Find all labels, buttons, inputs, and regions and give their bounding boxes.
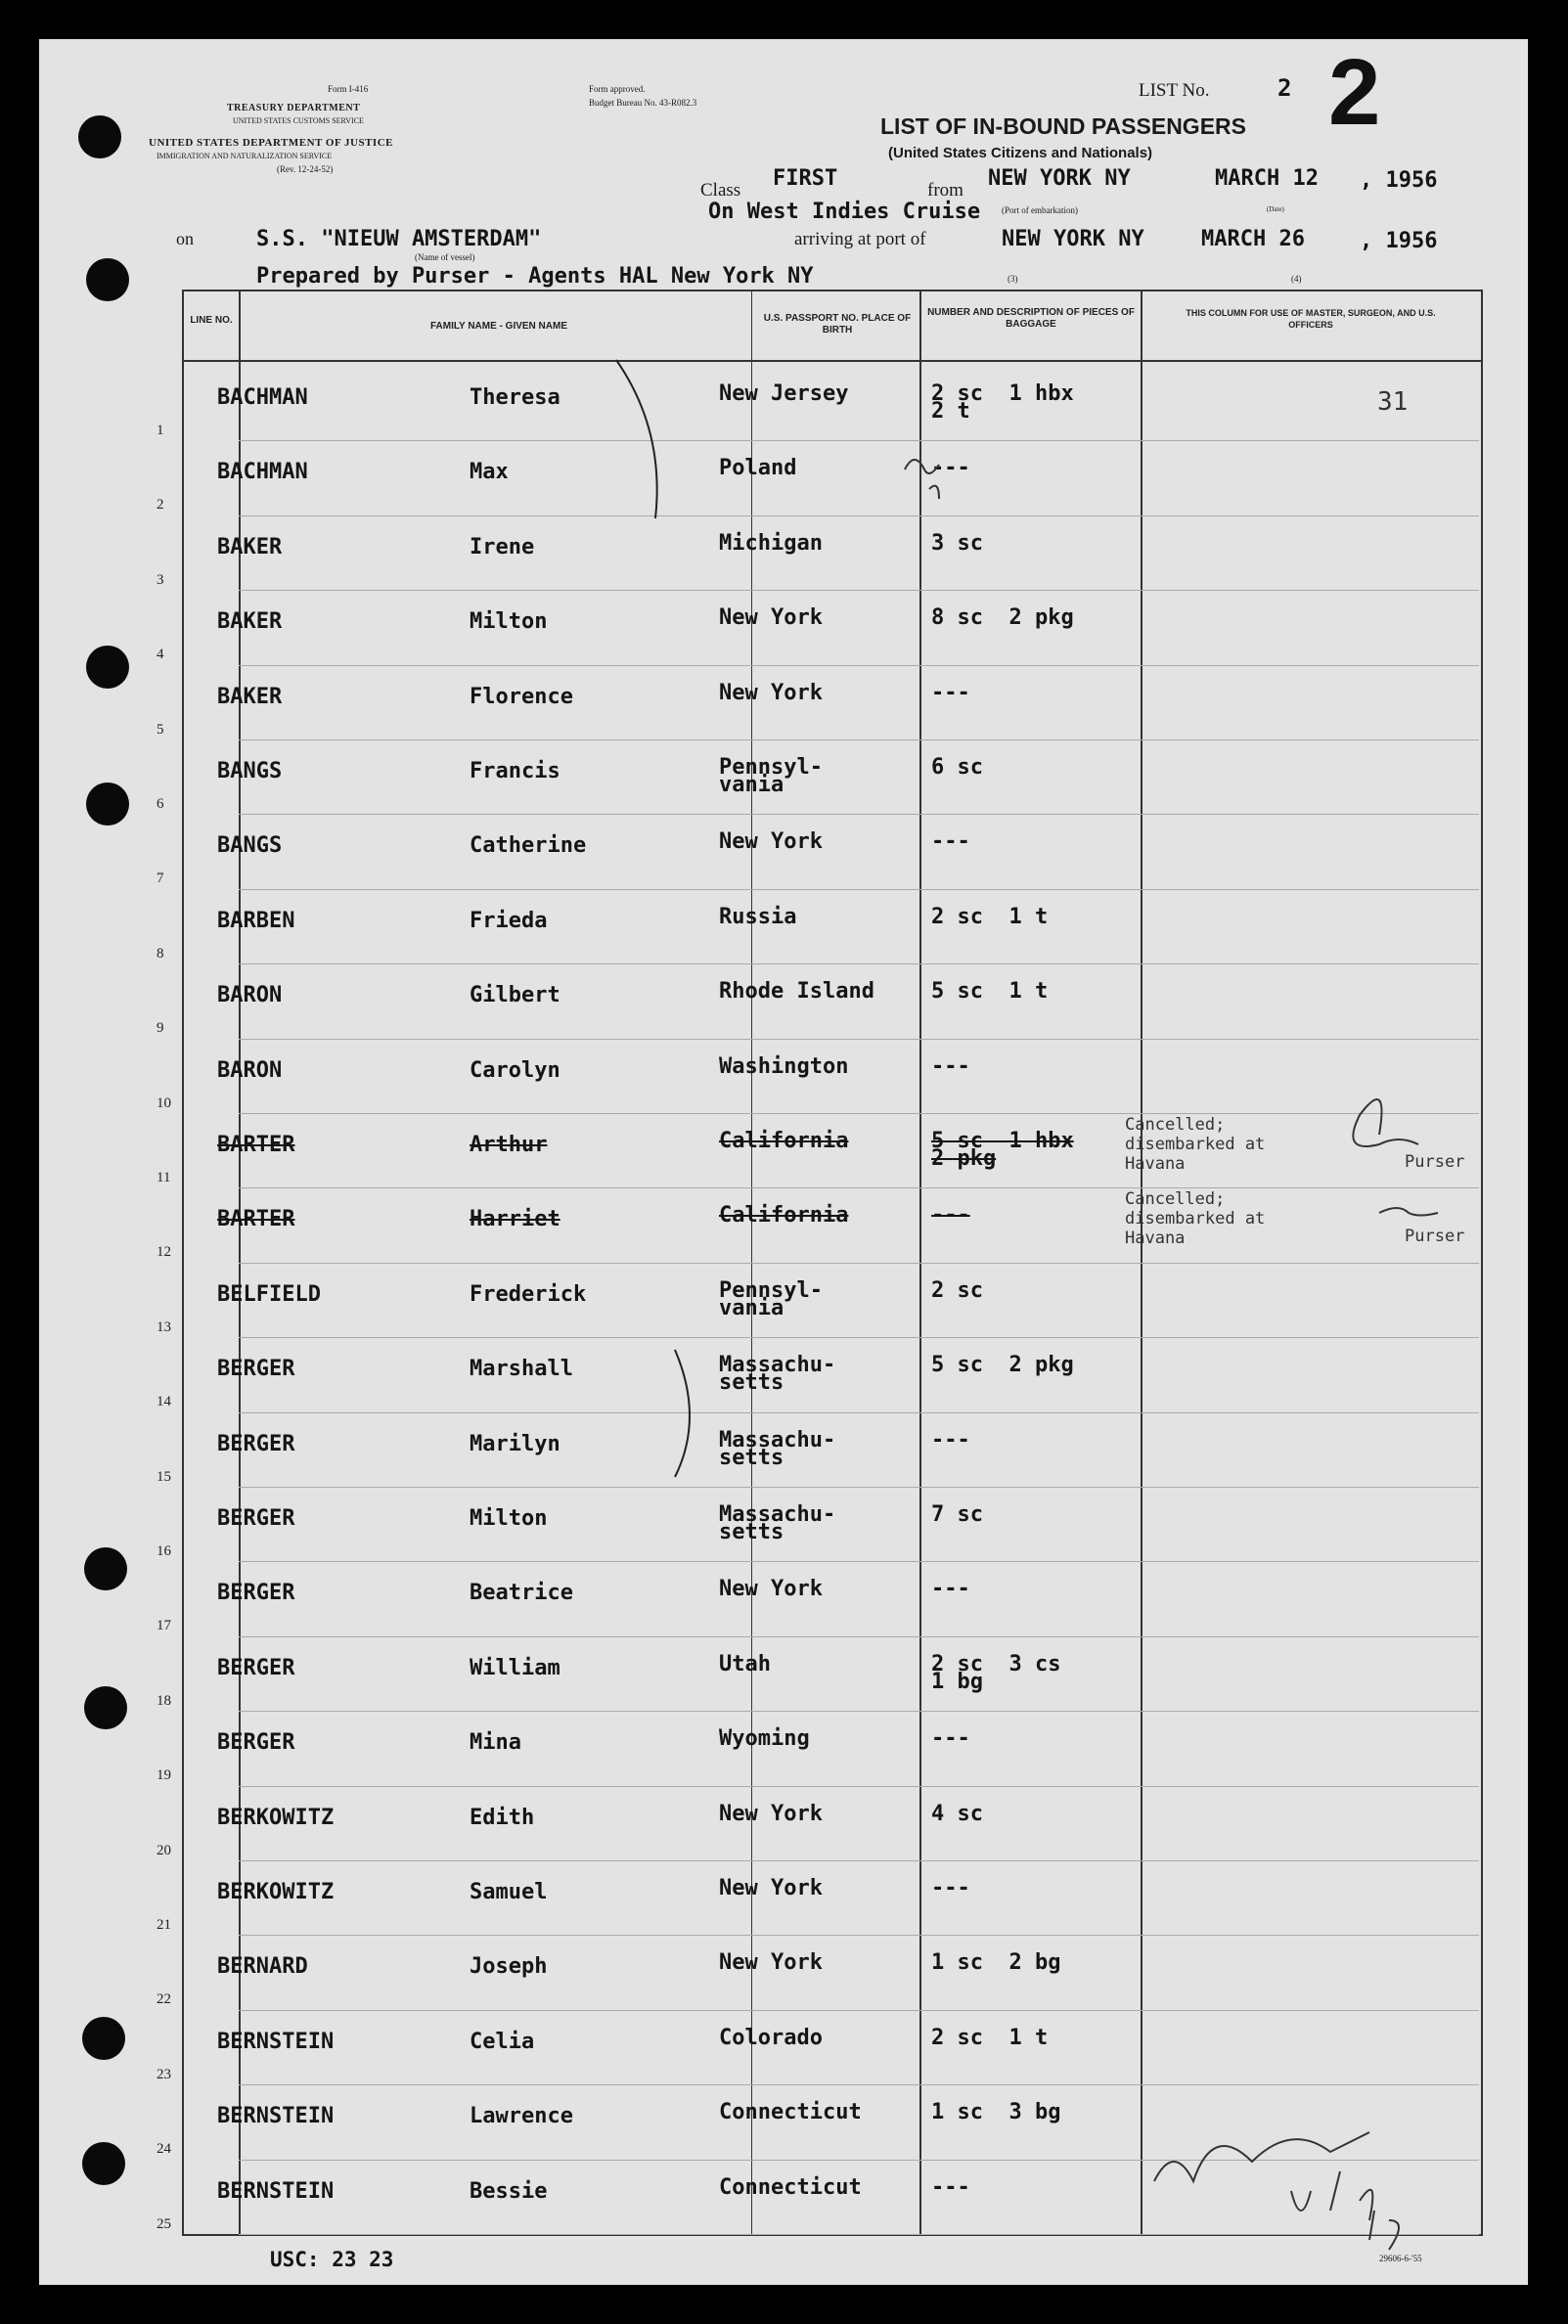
place-of-birth: California — [719, 1129, 849, 1153]
line-number: 11 — [157, 1170, 171, 1185]
line-number: 19 — [157, 1767, 171, 1784]
line-number: 7 — [157, 871, 164, 887]
place-of-birth: New York — [719, 1876, 823, 1900]
line-number: 3 — [157, 571, 164, 588]
baggage: 2 sc 1 t — [931, 2025, 1049, 2050]
given-name: Max — [470, 460, 509, 485]
officer-remark: Cancelled; disembarked at Havana — [1125, 1189, 1266, 1249]
family-name: BACHMAN — [217, 385, 308, 410]
line-number: 1 — [157, 423, 164, 438]
port-embark-label: (Port of embarkation) — [1002, 205, 1078, 215]
given-name: Lawrence — [470, 2104, 573, 2129]
place-of-birth: New York — [719, 680, 823, 705]
family-name: BERKOWITZ — [217, 1805, 335, 1830]
place-of-birth: Connecticut — [719, 2100, 862, 2125]
baggage: 5 sc 1 t — [931, 979, 1049, 1005]
baggage: --- — [931, 1203, 970, 1229]
justice-dept: UNITED STATES DEPARTMENT OF JUSTICE — [149, 137, 393, 149]
family-name: BERGER — [217, 1506, 295, 1531]
line-number: 9 — [157, 1020, 164, 1037]
line-number: 22 — [157, 1991, 171, 2008]
form-approved: Form approved. — [589, 84, 646, 94]
baggage: 2 sc 3 cs 1 bg — [931, 1651, 1061, 1694]
family-name: BAKER — [217, 684, 283, 709]
place-of-birth: Connecticut — [719, 2174, 862, 2200]
line-number: 12 — [157, 1244, 171, 1261]
baggage: 4 sc — [931, 1801, 983, 1826]
line-number: 5 — [157, 721, 164, 737]
line-number: 15 — [157, 1468, 171, 1485]
list-label: LIST No. — [1139, 80, 1210, 101]
baggage: 2 sc — [931, 1277, 983, 1303]
baggage: --- — [931, 1053, 970, 1079]
class-value: FIRST — [773, 166, 838, 191]
given-name: Samuel — [470, 1880, 548, 1904]
place-of-birth: Poland — [719, 456, 797, 481]
col-header-officers: THIS COLUMN FOR USE OF MASTER, SURGEON, AND U.S. OFFICERS — [1186, 308, 1436, 330]
family-name: BERGER — [217, 1431, 295, 1456]
place-of-birth: Colorado — [719, 2025, 823, 2050]
place-of-birth: Michigan — [719, 530, 823, 556]
place-of-birth: Pennsyl- vania — [719, 1277, 823, 1320]
page-subtitle: (United States Citizens and Nationals) — [888, 145, 1153, 161]
line-number: 13 — [157, 1318, 171, 1335]
place-of-birth: Utah — [719, 1651, 771, 1676]
given-name: Carolyn — [470, 1057, 560, 1083]
given-name: Celia — [470, 2029, 535, 2054]
arrival-port: NEW YORK NY — [1002, 227, 1144, 251]
family-name: BAKER — [217, 609, 283, 635]
family-name: BARBEN — [217, 908, 295, 933]
given-name: Joseph — [470, 1954, 548, 1980]
date-label: (Date) — [1267, 205, 1284, 213]
col4-num: (4) — [1291, 274, 1302, 284]
given-name: Milton — [470, 609, 548, 635]
line-number: 4 — [157, 647, 164, 663]
place-of-birth: New York — [719, 605, 823, 631]
place-of-birth: Russia — [719, 904, 797, 929]
baggage: --- — [931, 1427, 970, 1452]
given-name: Bessie — [470, 2178, 548, 2204]
given-name: Marshall — [470, 1357, 573, 1382]
place-of-birth: Massachu- setts — [719, 1502, 836, 1544]
family-name: BANGS — [217, 833, 283, 859]
line-number: 18 — [157, 1692, 171, 1709]
arrival-year: , 1956 — [1360, 229, 1438, 253]
on-label: on — [176, 229, 194, 248]
baggage: --- — [931, 1726, 970, 1752]
given-name: Mina — [470, 1730, 521, 1756]
line-number: 21 — [157, 1917, 171, 1933]
departure-date: MARCH 12 — [1215, 166, 1319, 191]
cruise-line: On West Indies Cruise — [708, 200, 981, 224]
place-of-birth: New York — [719, 1801, 823, 1826]
baggage: 7 sc — [931, 1502, 983, 1527]
family-name: BERNSTEIN — [217, 2029, 335, 2054]
line-number: 2 — [157, 497, 164, 514]
given-name: William — [470, 1655, 560, 1680]
arrival-date: MARCH 26 — [1201, 227, 1305, 251]
ins-service: IMMIGRATION AND NATURALIZATION SERVICE — [157, 152, 333, 160]
vessel-name: S.S. "NIEUW AMSTERDAM" — [256, 227, 542, 251]
line-number: 25 — [157, 2215, 171, 2232]
from-port: NEW YORK NY — [988, 166, 1131, 191]
given-name: Florence — [470, 684, 573, 709]
line-number: 16 — [157, 1543, 171, 1559]
family-name: BERGER — [217, 1730, 295, 1756]
baggage: 2 sc 1 hbx 2 t — [931, 381, 1074, 424]
line-number: 24 — [157, 2141, 171, 2158]
line-number: 10 — [157, 1095, 171, 1111]
place-of-birth: Pennsyl- vania — [719, 755, 823, 797]
place-of-birth: Wyoming — [719, 1726, 810, 1752]
line-number: 17 — [157, 1618, 171, 1634]
footer-usc: USC: 23 23 — [270, 2248, 394, 2271]
col-header-baggage: NUMBER AND DESCRIPTION OF PIECES OF BAGGAGE — [927, 307, 1135, 330]
baggage: 1 sc 2 bg — [931, 1950, 1061, 1976]
line-number: 6 — [157, 796, 164, 812]
baggage: 3 sc — [931, 530, 983, 556]
family-name: BANGS — [217, 759, 283, 783]
class-label: Class — [700, 180, 741, 201]
given-name: Frederick — [470, 1281, 587, 1307]
baggage: --- — [931, 2174, 970, 2200]
from-label: from — [927, 180, 963, 201]
official-count: 31 — [1377, 387, 1409, 417]
given-name: Frieda — [470, 908, 548, 933]
col3-num: (3) — [1008, 274, 1018, 284]
place-of-birth: Massachu- setts — [719, 1427, 836, 1470]
family-name: BELFIELD — [217, 1281, 321, 1307]
purser-signoff: Purser — [1405, 1152, 1465, 1172]
footer-print-code: 29606-6-'55 — [1379, 2254, 1422, 2263]
baggage: --- — [931, 1577, 970, 1602]
baggage: 6 sc — [931, 755, 983, 780]
list-number-typed: 2 — [1277, 74, 1292, 102]
family-name: BERNSTEIN — [217, 2104, 335, 2129]
place-of-birth: New Jersey — [719, 381, 849, 406]
treasury-dept: TREASURY DEPARTMENT — [227, 103, 361, 113]
form-number: Form I-416 — [328, 84, 369, 94]
given-name: Catherine — [470, 833, 587, 859]
family-name: BACHMAN — [217, 460, 308, 485]
place-of-birth: New York — [719, 1950, 823, 1976]
family-name: BERGER — [217, 1357, 295, 1382]
place-of-birth: Massachu- setts — [719, 1353, 836, 1396]
family-name: BARTER — [217, 1207, 295, 1232]
budget-bureau: Budget Bureau No. 43-R082.3 — [589, 98, 697, 108]
family-name: BERNARD — [217, 1954, 308, 1980]
given-name: Gilbert — [470, 983, 560, 1008]
place-of-birth: New York — [719, 1577, 823, 1602]
given-name: Theresa — [470, 385, 560, 410]
line-number: 14 — [157, 1394, 171, 1410]
family-name: BERGER — [217, 1581, 295, 1606]
given-name: Edith — [470, 1805, 535, 1830]
baggage: --- — [931, 456, 970, 481]
line-number: 8 — [157, 945, 164, 961]
line-number: 23 — [157, 2066, 171, 2082]
purser-signoff: Purser — [1405, 1227, 1465, 1247]
officer-remark: Cancelled; disembarked at Havana — [1125, 1115, 1266, 1174]
family-name: BERGER — [217, 1655, 295, 1680]
given-name: Francis — [470, 759, 560, 783]
place-of-birth: Rhode Island — [719, 979, 874, 1005]
place-of-birth: New York — [719, 829, 823, 855]
baggage: 8 sc 2 pkg — [931, 605, 1074, 631]
col-header-passport: U.S. PASSPORT NO. PLACE OF BIRTH — [763, 313, 912, 335]
family-name: BARTER — [217, 1133, 295, 1157]
form-revision: (Rev. 12-24-52) — [277, 164, 334, 174]
given-name: Marilyn — [470, 1431, 560, 1456]
given-name: Harriet — [470, 1207, 560, 1232]
place-of-birth: California — [719, 1203, 849, 1229]
page-title: LIST OF IN-BOUND PASSENGERS — [880, 113, 1246, 139]
baggage: --- — [931, 829, 970, 855]
given-name: Irene — [470, 534, 535, 559]
arriving-label: arriving at port of — [794, 229, 926, 249]
given-name: Beatrice — [470, 1581, 573, 1606]
given-name: Arthur — [470, 1133, 548, 1157]
baggage: 1 sc 3 bg — [931, 2100, 1061, 2125]
baggage: 5 sc 1 hbx 2 pkg — [931, 1129, 1074, 1171]
family-name: BARON — [217, 1057, 283, 1083]
baggage: 5 sc 2 pkg — [931, 1353, 1074, 1378]
place-of-birth: Washington — [719, 1053, 849, 1079]
family-name: BERKOWITZ — [217, 1880, 335, 1904]
family-name: BARON — [217, 983, 283, 1008]
baggage: --- — [931, 680, 970, 705]
family-name: BERNSTEIN — [217, 2178, 335, 2204]
family-name: BAKER — [217, 534, 283, 559]
given-name: Milton — [470, 1506, 548, 1531]
col-header-name: FAMILY NAME - GIVEN NAME — [429, 321, 567, 332]
prepared-by: Prepared by Purser - Agents HAL New York NY — [256, 264, 814, 289]
customs-service: UNITED STATES CUSTOMS SERVICE — [233, 116, 364, 125]
list-number-large: 2 — [1328, 40, 1381, 145]
col-header-line: LINE NO. — [190, 315, 233, 326]
departure-year: , 1956 — [1360, 168, 1438, 193]
baggage: 2 sc 1 t — [931, 904, 1049, 929]
vessel-label: (Name of vessel) — [415, 252, 475, 262]
baggage: --- — [931, 1876, 970, 1900]
line-number: 20 — [157, 1842, 171, 1858]
